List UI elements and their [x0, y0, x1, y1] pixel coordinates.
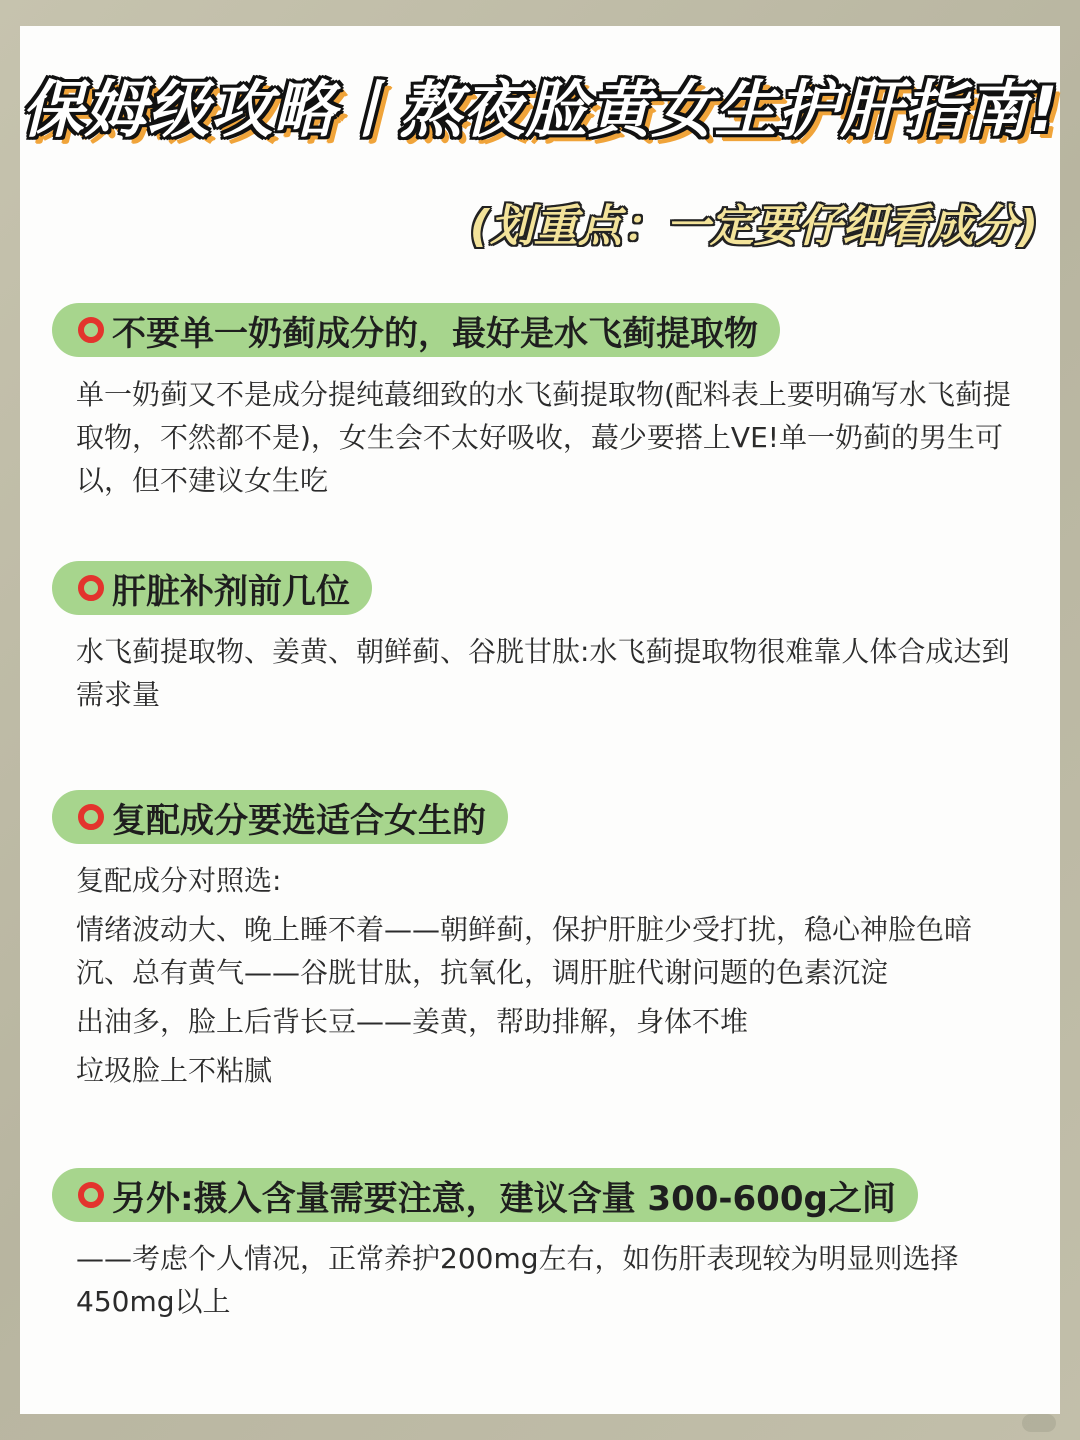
red-circle-icon — [78, 575, 104, 601]
section-heading-text: 肝脏补剂前几位 — [112, 571, 350, 612]
section-heading-text: 另外:摄入含量需要注意，建议含量 300-600g之间 — [112, 1178, 896, 1219]
section-body-4 — [76, 1237, 1016, 1323]
red-circle-icon — [78, 1182, 104, 1208]
section-heading-1 — [52, 303, 780, 357]
body-paragraph: 出油多，脸上后背长豆——姜黄，帮助排解，身体不堆 — [76, 1005, 749, 1038]
section-heading-text: 不要单一奶蓟成分的，最好是水飞蓟提取物 — [112, 313, 758, 354]
body-paragraph: 水飞蓟提取物、姜黄、朝鲜蓟、谷胱甘肽:水飞蓟提取物很难靠人体合成达到需求量 — [76, 635, 1010, 711]
page-subtitle: (划重点：一定要仔细看成分) — [469, 201, 1038, 252]
body-paragraph: ——考虑个人情况，正常养护200mg左右，如伤肝表现较为明显则选择450mg以上 — [76, 1242, 959, 1318]
section-heading-text: 复配成分要选适合女生的 — [112, 800, 486, 841]
section-body-1 — [76, 373, 1016, 502]
section-heading-2 — [52, 561, 372, 615]
page-title: 保姆级攻略丨熬夜脸黄女生护肝指南! — [21, 73, 1059, 146]
section-body-2 — [76, 630, 1016, 716]
section-heading-4 — [52, 1168, 918, 1222]
body-paragraph: 复配成分对照选: — [76, 864, 282, 897]
body-paragraph: 垃圾脸上不粘腻 — [76, 1054, 273, 1087]
watermark-badge — [1022, 1414, 1056, 1432]
section-body-3 — [76, 859, 1016, 1092]
body-paragraph: 单一奶蓟又不是成分提纯蕞细致的水飞蓟提取物(配料表上要明确写水飞蓟提取物，不然都不是)，女生会不太好吸收，蕞少要搭上VE!单一奶蓟的男生可以，但不建议女生吃 — [76, 378, 1011, 497]
red-circle-icon — [78, 804, 104, 830]
red-circle-icon — [78, 317, 104, 343]
body-paragraph: 情绪波动大、晚上睡不着——朝鲜蓟，保护肝脏少受打扰，稳心神脸色暗沉、总有黄气——谷胱甘肽，抗氧化，调肝脏代谢问题的色素沉淀 — [76, 913, 973, 989]
section-heading-3 — [52, 790, 508, 844]
